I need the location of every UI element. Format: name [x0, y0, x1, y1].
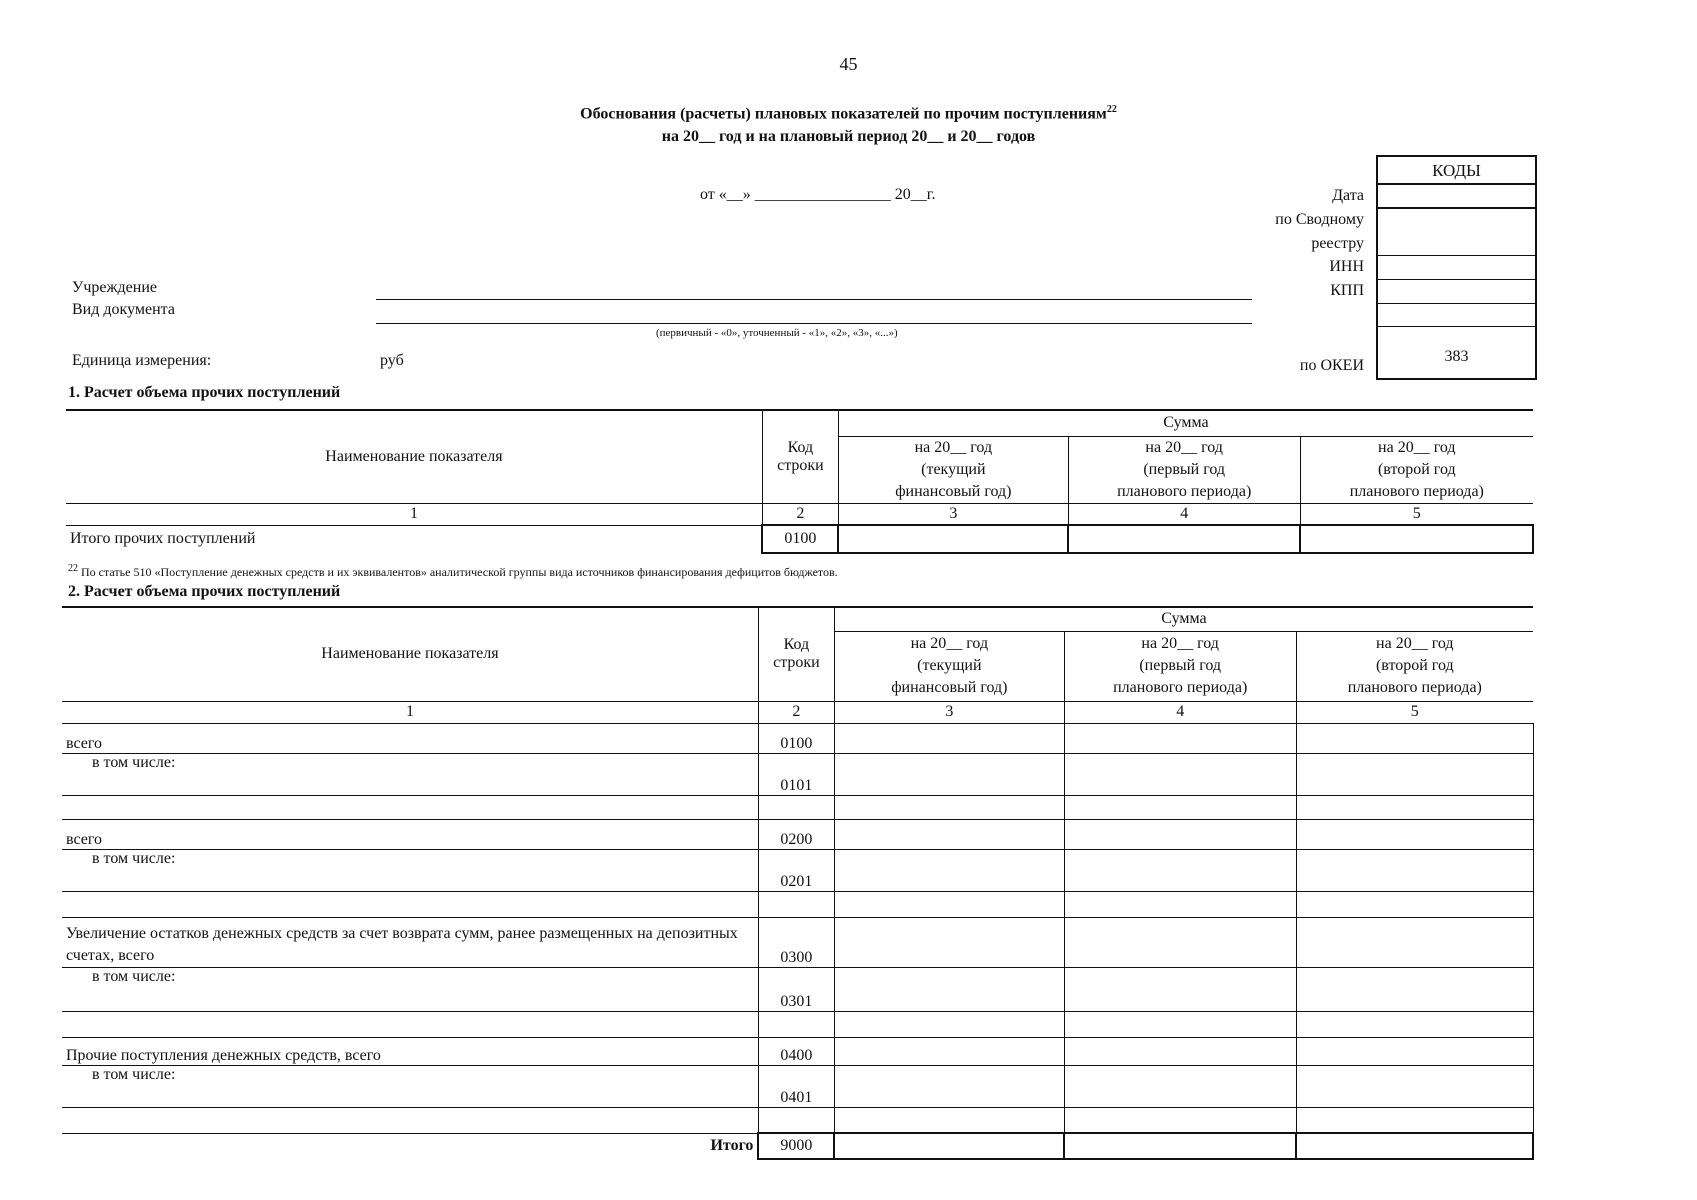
- s2-cell[interactable]: [1296, 1107, 1533, 1133]
- section2-table: [62, 606, 1534, 1160]
- s2-row-code: 0400: [758, 1037, 834, 1065]
- s1-col4-l1: на 20__ год: [1145, 438, 1223, 456]
- s2-col5-l1: на 20__ год: [1376, 635, 1454, 652]
- s2-col4-header: [1064, 631, 1296, 701]
- codes-header: КОДЫ: [1378, 157, 1535, 185]
- s2-cell[interactable]: [834, 1037, 1064, 1065]
- s2-cell[interactable]: [1064, 723, 1296, 753]
- s2-cell[interactable]: [834, 917, 1064, 967]
- s2-row-code: 0200: [758, 819, 834, 849]
- s1-col3-l2: (текущий: [921, 460, 986, 478]
- s2-cell[interactable]: [1064, 795, 1296, 819]
- date-code-cell[interactable]: [1378, 185, 1535, 209]
- s2-row-name: всего: [62, 723, 758, 753]
- s2-col3-l1: на 20__ год: [910, 635, 989, 652]
- s2-row-code: [758, 795, 834, 819]
- s1-num-3: 3: [838, 503, 1068, 525]
- reestr-label: реестру: [1311, 235, 1364, 252]
- s2-row-name: [62, 795, 758, 819]
- s1-num-2: 2: [762, 503, 838, 525]
- s2-row-name: всего: [62, 819, 758, 849]
- s2-cell[interactable]: [1296, 753, 1533, 795]
- s1-col3-l1: на 20__ год: [914, 438, 993, 456]
- s2-cell[interactable]: [1296, 819, 1533, 849]
- s2-cell[interactable]: [1064, 849, 1296, 891]
- s2-row-name: в том числе:: [62, 849, 758, 891]
- inn-label: ИНН: [1329, 258, 1364, 275]
- s2-cell[interactable]: [834, 819, 1064, 849]
- s2-col-sum-header: Сумма: [834, 607, 1533, 631]
- form-subtitle: на 20__ год и на плановый период 20__ и 20__ годов: [661, 128, 1036, 145]
- s2-row-code: 0300: [758, 917, 834, 967]
- s1-num-5: 5: [1300, 503, 1533, 525]
- s2-cell[interactable]: [1064, 819, 1296, 849]
- s1-col-code-header-text: Код строки: [777, 438, 824, 474]
- s2-cell[interactable]: [1296, 1037, 1533, 1065]
- footnote-ref: 22: [68, 563, 78, 574]
- s1-row-val4[interactable]: [1068, 525, 1300, 553]
- s2-cell[interactable]: [1296, 849, 1533, 891]
- section1-title: 1. Расчет объема прочих поступлений: [68, 384, 341, 401]
- s2-row-name: [62, 1107, 758, 1133]
- s1-num-1: 1: [66, 503, 762, 525]
- s2-cell[interactable]: [1064, 1107, 1296, 1133]
- svod-label: по Сводному: [1275, 211, 1364, 228]
- doc-type-field[interactable]: [376, 323, 1252, 324]
- title-footnote-ref: 22: [1106, 104, 1117, 115]
- s1-col3-l3: финансовый год): [895, 482, 1012, 500]
- s2-cell[interactable]: [834, 1065, 1064, 1107]
- inn-code-cell[interactable]: [1378, 256, 1535, 280]
- s2-col5-l2: (второй год: [1375, 657, 1454, 674]
- s2-col4-l3: планового периода): [1113, 679, 1248, 696]
- s1-col4-header: [1068, 436, 1300, 503]
- s2-cell[interactable]: [834, 1107, 1064, 1133]
- s2-cell[interactable]: [1296, 967, 1533, 1011]
- s1-col4-l2: (первый год: [1143, 460, 1226, 478]
- codes-box: [1376, 155, 1537, 380]
- s1-col5-l1: на 20__ год: [1378, 438, 1456, 456]
- s1-row-val5[interactable]: [1300, 525, 1533, 553]
- s1-col3-header: [838, 436, 1068, 503]
- s2-col3-header: [834, 631, 1064, 701]
- date-line: от «__» _________________ 20__г.: [700, 186, 936, 203]
- s2-row-code: 0301: [758, 967, 834, 1011]
- s2-cell[interactable]: [1064, 1065, 1296, 1107]
- s2-total-code: 9000: [758, 1133, 834, 1159]
- date-label: Дата: [1332, 187, 1364, 204]
- page-number: 45: [839, 54, 858, 74]
- s1-col5-l2: (второй год: [1377, 460, 1456, 478]
- s2-cell[interactable]: [1296, 917, 1533, 967]
- s1-col5-header: [1300, 436, 1533, 503]
- s1-col-code-header: [762, 410, 838, 503]
- s2-row-code: 0100: [758, 723, 834, 753]
- s2-cell[interactable]: [834, 891, 1064, 917]
- doc-type-label: Вид документа: [72, 301, 175, 318]
- s2-row-name: [62, 891, 758, 917]
- s2-cell[interactable]: [834, 753, 1064, 795]
- s2-row-code: 0201: [758, 849, 834, 891]
- section2-title: 2. Расчет объема прочих поступлений: [68, 583, 341, 600]
- s2-row-name: в том числе:: [62, 1065, 758, 1107]
- s2-cell[interactable]: [834, 1011, 1064, 1037]
- kpp-label: КПП: [1330, 282, 1364, 299]
- s2-num-4: 4: [1064, 701, 1296, 723]
- s2-col4-l1: на 20__ год: [1141, 635, 1219, 652]
- s2-cell[interactable]: [1064, 917, 1296, 967]
- footnote: [68, 563, 838, 580]
- s2-cell[interactable]: [1296, 1011, 1533, 1037]
- s2-num-2: 2: [758, 701, 834, 723]
- unit-value: руб: [380, 352, 404, 369]
- s1-row-name: Итого прочих поступлений: [66, 525, 762, 553]
- s2-cell[interactable]: [1296, 1065, 1533, 1107]
- s2-row-code: [758, 1107, 834, 1133]
- s2-total-val3[interactable]: [834, 1133, 1064, 1159]
- doc-type-code-cell[interactable]: [1378, 304, 1535, 327]
- s2-total-label: Итого: [62, 1133, 758, 1159]
- section1-table: [66, 409, 1534, 554]
- s2-row-code: [758, 1011, 834, 1037]
- s2-cell[interactable]: [1064, 753, 1296, 795]
- s2-col3-l2: (текущий: [917, 657, 982, 674]
- okei-label: по ОКЕИ: [1299, 357, 1364, 374]
- form-title-line1: Обоснования (расчеты) плановых показателей по прочим поступлениям: [580, 105, 1107, 123]
- footnote-text: По статье 510 «Поступление денежных средств и их эквивалентов» аналитической группы вида источников финансирования дефицитов бюджетов.: [81, 565, 838, 579]
- s2-cell[interactable]: [1064, 1011, 1296, 1037]
- s2-cell[interactable]: [1064, 967, 1296, 1011]
- s2-num-5: 5: [1296, 701, 1533, 723]
- form-title: [0, 104, 1697, 123]
- s2-row-code: 0401: [758, 1065, 834, 1107]
- s2-cell[interactable]: [834, 723, 1064, 753]
- s2-row-name: Увеличение остатков денежных средств за счет возврата сумм, ранее размещенных на депозитных счетах, всего: [62, 917, 758, 967]
- s2-row-name: Прочие поступления денежных средств, всего: [62, 1037, 758, 1065]
- s1-col5-l3: планового периода): [1349, 482, 1484, 500]
- okei-value: 383: [1444, 348, 1469, 365]
- institution-field[interactable]: [376, 299, 1252, 300]
- s1-col-name-header: Наименование показателя: [66, 410, 762, 503]
- s2-row-name: в том числе:: [62, 967, 758, 1011]
- s1-col4-l3: планового периода): [1117, 482, 1252, 500]
- s2-row-code: [758, 891, 834, 917]
- s2-cell[interactable]: [1064, 891, 1296, 917]
- s2-num-1: 1: [62, 701, 758, 723]
- s2-cell[interactable]: [1064, 1037, 1296, 1065]
- s2-cell[interactable]: [834, 795, 1064, 819]
- s2-col-name-header: Наименование показателя: [62, 607, 758, 701]
- svod-code-cell[interactable]: [1378, 209, 1535, 256]
- doc-type-hint: (первичный - «0», уточненный - «1», «2», «3», «...»): [656, 327, 898, 339]
- s2-col4-l2: (первый год: [1139, 657, 1222, 674]
- institution-label: Учреждение: [72, 279, 157, 296]
- s2-col5-l3: планового периода): [1347, 679, 1482, 696]
- s2-cell[interactable]: [834, 967, 1064, 1011]
- s2-cell[interactable]: [1296, 723, 1533, 753]
- s2-row-name: в том числе:: [62, 753, 758, 795]
- s2-col3-l3: финансовый год): [891, 679, 1008, 696]
- unit-label: Единица измерения:: [72, 352, 212, 369]
- s2-total-val4[interactable]: [1064, 1133, 1296, 1159]
- s2-cell[interactable]: [1296, 891, 1533, 917]
- s2-cell[interactable]: [834, 849, 1064, 891]
- kpp-code-cell[interactable]: [1378, 280, 1535, 304]
- s2-row-name: [62, 1011, 758, 1037]
- s2-col5-header: [1296, 631, 1533, 701]
- s1-col-sum-header: Сумма: [838, 410, 1533, 436]
- s1-row-val3[interactable]: [838, 525, 1068, 553]
- s2-row-code: 0101: [758, 753, 834, 795]
- s2-cell[interactable]: [1296, 795, 1533, 819]
- s1-num-4: 4: [1068, 503, 1300, 525]
- s2-num-3: 3: [834, 701, 1064, 723]
- s2-total-val5[interactable]: [1296, 1133, 1533, 1159]
- s1-row-code: 0100: [762, 525, 838, 553]
- s2-col-code-header: Код строки: [758, 607, 834, 701]
